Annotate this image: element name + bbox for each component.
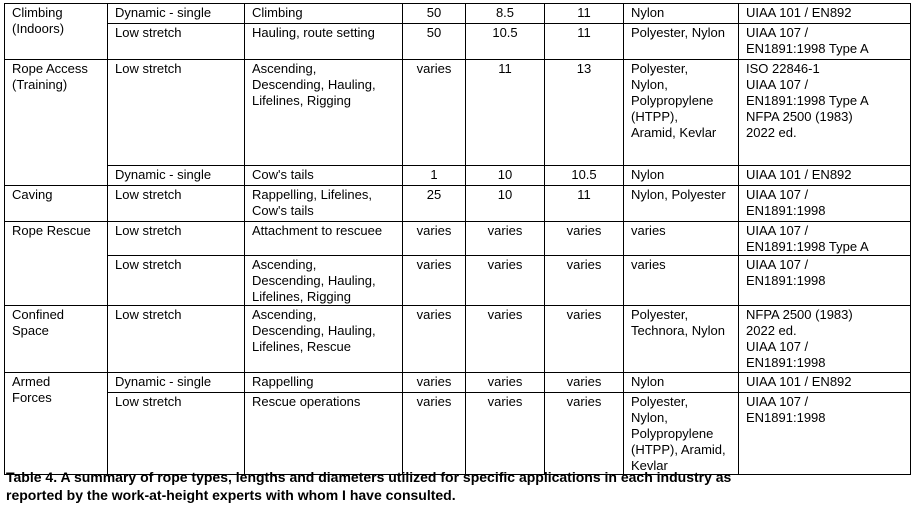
standard-cell: [739, 186, 911, 222]
application-cell-line: Rappelling, Lifelines,: [252, 187, 372, 202]
rope-type-cell: [108, 373, 245, 393]
material-cell-line: Nylon: [631, 167, 665, 182]
application-cell-line: Ascending,: [252, 257, 317, 272]
diameter-max-cell: varies: [545, 256, 624, 306]
standard-cell-line: EN1891:1998: [746, 273, 826, 288]
industry-cell: [5, 222, 108, 306]
material-cell-line: (HTPP), Aramid,: [631, 442, 726, 457]
standard-cell: [739, 60, 911, 166]
material-cell-line: Polypropylene: [631, 426, 714, 441]
standard-cell-line: EN1891:1998: [746, 355, 826, 370]
rope-type-cell: [108, 24, 245, 60]
table-caption: [6, 468, 906, 504]
rope-type-cell-line: Low stretch: [115, 257, 182, 272]
application-cell-line: Rappelling: [252, 374, 314, 389]
length-cell: 1: [403, 166, 466, 186]
diameter-max-cell: 10.5: [545, 166, 624, 186]
standard-cell-line: UIAA 101 / EN892: [746, 5, 852, 20]
rope-type-cell-line: Low stretch: [115, 187, 182, 202]
rope-type-cell-line: Dynamic - single: [115, 5, 212, 20]
material-cell-line: Polyester,: [631, 61, 689, 76]
industry-cell: [5, 373, 108, 475]
material-cell: [624, 166, 739, 186]
rope-type-cell-line: Dynamic - single: [115, 167, 212, 182]
material-cell: [624, 60, 739, 166]
standard-cell-line: EN1891:1998: [746, 203, 826, 218]
industry-cell: [5, 306, 108, 373]
material-cell: [624, 306, 739, 373]
rope-type-cell: [108, 393, 245, 475]
standard-cell-line: UIAA 107 /: [746, 187, 809, 202]
industry-cell: [5, 60, 108, 186]
rope-type-cell-line: Low stretch: [115, 25, 182, 40]
application-cell-line: Lifelines, Rigging: [252, 289, 352, 304]
standard-cell-line: EN1891:1998 Type A: [746, 239, 869, 254]
standard-cell-line: 2022 ed.: [746, 323, 797, 338]
material-cell: [624, 222, 739, 256]
material-cell-line: Aramid, Kevlar: [631, 125, 717, 140]
table-row: [5, 24, 911, 60]
material-cell: [624, 393, 739, 475]
length-cell: varies: [403, 256, 466, 306]
caption-line: Table 4. A summary of rope types, lengths and diameters utilized for specific applications in each industry as: [6, 469, 732, 485]
rope-type-cell: [108, 60, 245, 166]
standard-cell: [739, 373, 911, 393]
application-cell: [245, 222, 403, 256]
length-cell: 50: [403, 24, 466, 60]
industry-cell-line: Armed: [12, 374, 51, 389]
standard-cell-line: ISO 22846-1: [746, 61, 820, 76]
standard-cell-line: EN1891:1998: [746, 410, 826, 425]
rope-type-cell: [108, 166, 245, 186]
standard-cell-line: EN1891:1998 Type A: [746, 93, 869, 108]
standard-cell-line: UIAA 107 /: [746, 25, 809, 40]
application-cell-line: Descending, Hauling,: [252, 323, 376, 338]
standard-cell: [739, 166, 911, 186]
application-cell: [245, 60, 403, 166]
application-cell-line: Hauling, route setting: [252, 25, 375, 40]
diameter-max-cell: varies: [545, 393, 624, 475]
industry-cell-line: Rope Access: [12, 61, 88, 76]
standard-cell-line: UIAA 107 /: [746, 394, 809, 409]
standard-cell-line: UIAA 101 / EN892: [746, 167, 852, 182]
diameter-max-cell: varies: [545, 222, 624, 256]
application-cell-line: Rescue operations: [252, 394, 361, 409]
material-cell-line: Technora, Nylon: [631, 323, 725, 338]
application-cell-line: Descending, Hauling,: [252, 273, 376, 288]
material-cell-line: Polyester,: [631, 307, 689, 322]
application-cell-line: Lifelines, Rescue: [252, 339, 351, 354]
length-cell: varies: [403, 60, 466, 166]
industry-cell-line: (Training): [12, 77, 68, 92]
table-row: [5, 306, 911, 373]
industry-cell-line: Caving: [12, 187, 53, 202]
table-row: [5, 186, 911, 222]
application-cell-line: Cow's tails: [252, 203, 314, 218]
material-cell-line: varies: [631, 223, 666, 238]
application-cell: [245, 306, 403, 373]
diameter-min-cell: 11: [466, 60, 545, 166]
material-cell-line: Polypropylene: [631, 93, 714, 108]
material-cell-line: Nylon,: [631, 410, 668, 425]
table-row: [5, 256, 911, 306]
industry-cell-line: Rope Rescue: [12, 223, 91, 238]
material-cell-line: Nylon, Polyester: [631, 187, 726, 202]
application-cell: [245, 256, 403, 306]
diameter-max-cell: varies: [545, 373, 624, 393]
material-cell: [624, 256, 739, 306]
application-cell: [245, 186, 403, 222]
rope-type-cell: [108, 306, 245, 373]
standard-cell-line: NFPA 2500 (1983): [746, 307, 853, 322]
industry-cell: [5, 4, 108, 60]
application-cell: [245, 4, 403, 24]
standard-cell-line: UIAA 107 /: [746, 257, 809, 272]
material-cell-line: Polyester,: [631, 394, 689, 409]
table-body: [5, 4, 911, 475]
application-cell: [245, 393, 403, 475]
application-cell: [245, 373, 403, 393]
material-cell: [624, 24, 739, 60]
diameter-max-cell: 11: [545, 186, 624, 222]
diameter-min-cell: varies: [466, 222, 545, 256]
material-cell-line: Polyester, Nylon: [631, 25, 725, 40]
material-cell: [624, 186, 739, 222]
application-cell-line: Lifelines, Rigging: [252, 93, 352, 108]
table-row: [5, 373, 911, 393]
diameter-min-cell: varies: [466, 373, 545, 393]
rope-type-cell-line: Low stretch: [115, 223, 182, 238]
application-cell: [245, 166, 403, 186]
standard-cell: [739, 393, 911, 475]
diameter-min-cell: varies: [466, 256, 545, 306]
industry-cell: [5, 186, 108, 222]
standard-cell: [739, 306, 911, 373]
diameter-max-cell: 13: [545, 60, 624, 166]
diameter-min-cell: 10: [466, 186, 545, 222]
diameter-min-cell: varies: [466, 306, 545, 373]
material-cell-line: Nylon: [631, 374, 665, 389]
table-row: [5, 222, 911, 256]
industry-cell-line: Space: [12, 323, 49, 338]
standard-cell-line: EN1891:1998 Type A: [746, 41, 869, 56]
application-cell-line: Cow's tails: [252, 167, 314, 182]
diameter-min-cell: 10: [466, 166, 545, 186]
rope-type-cell: [108, 186, 245, 222]
rope-summary-table: [4, 3, 911, 475]
industry-cell-line: (Indoors): [12, 21, 65, 36]
length-cell: varies: [403, 373, 466, 393]
standard-cell-line: UIAA 107 /: [746, 77, 809, 92]
industry-cell-line: Climbing: [12, 5, 63, 20]
material-cell-line: Nylon: [631, 5, 665, 20]
table-row: [5, 166, 911, 186]
standard-cell-line: UIAA 101 / EN892: [746, 374, 852, 389]
length-cell: varies: [403, 306, 466, 373]
material-cell: [624, 373, 739, 393]
industry-cell-line: Forces: [12, 390, 52, 405]
rope-type-cell: [108, 256, 245, 306]
diameter-max-cell: 11: [545, 4, 624, 24]
standard-cell: [739, 4, 911, 24]
diameter-max-cell: varies: [545, 306, 624, 373]
material-cell-line: (HTPP),: [631, 109, 678, 124]
standard-cell-line: UIAA 107 /: [746, 223, 809, 238]
diameter-min-cell: 8.5: [466, 4, 545, 24]
application-cell-line: Climbing: [252, 5, 303, 20]
length-cell: 25: [403, 186, 466, 222]
rope-type-cell-line: Low stretch: [115, 394, 182, 409]
rope-type-cell: [108, 4, 245, 24]
table-row: [5, 4, 911, 24]
diameter-max-cell: 11: [545, 24, 624, 60]
material-cell-line: Nylon,: [631, 77, 668, 92]
standard-cell-line: UIAA 107 /: [746, 339, 809, 354]
table-row: [5, 60, 911, 166]
standard-cell-line: 2022 ed.: [746, 125, 797, 140]
standard-cell: [739, 256, 911, 306]
diameter-min-cell: varies: [466, 393, 545, 475]
application-cell-line: Ascending,: [252, 61, 317, 76]
material-cell-line: Kevlar: [631, 458, 668, 473]
diameter-min-cell: 10.5: [466, 24, 545, 60]
rope-type-cell-line: Low stretch: [115, 307, 182, 322]
standard-cell: [739, 24, 911, 60]
industry-cell-line: Confined: [12, 307, 65, 322]
material-cell: [624, 4, 739, 24]
table-row: [5, 393, 911, 475]
standard-cell: [739, 222, 911, 256]
material-cell-line: varies: [631, 257, 666, 272]
application-cell-line: Ascending,: [252, 307, 317, 322]
length-cell: 50: [403, 4, 466, 24]
length-cell: varies: [403, 393, 466, 475]
rope-type-cell: [108, 222, 245, 256]
application-cell-line: Descending, Hauling,: [252, 77, 376, 92]
rope-type-cell-line: Dynamic - single: [115, 374, 212, 389]
caption-line: reported by the work-at-height experts with whom I have consulted.: [6, 487, 456, 503]
length-cell: varies: [403, 222, 466, 256]
application-cell: [245, 24, 403, 60]
rope-type-cell-line: Low stretch: [115, 61, 182, 76]
standard-cell-line: NFPA 2500 (1983): [746, 109, 853, 124]
application-cell-line: Attachment to rescuee: [252, 223, 383, 238]
